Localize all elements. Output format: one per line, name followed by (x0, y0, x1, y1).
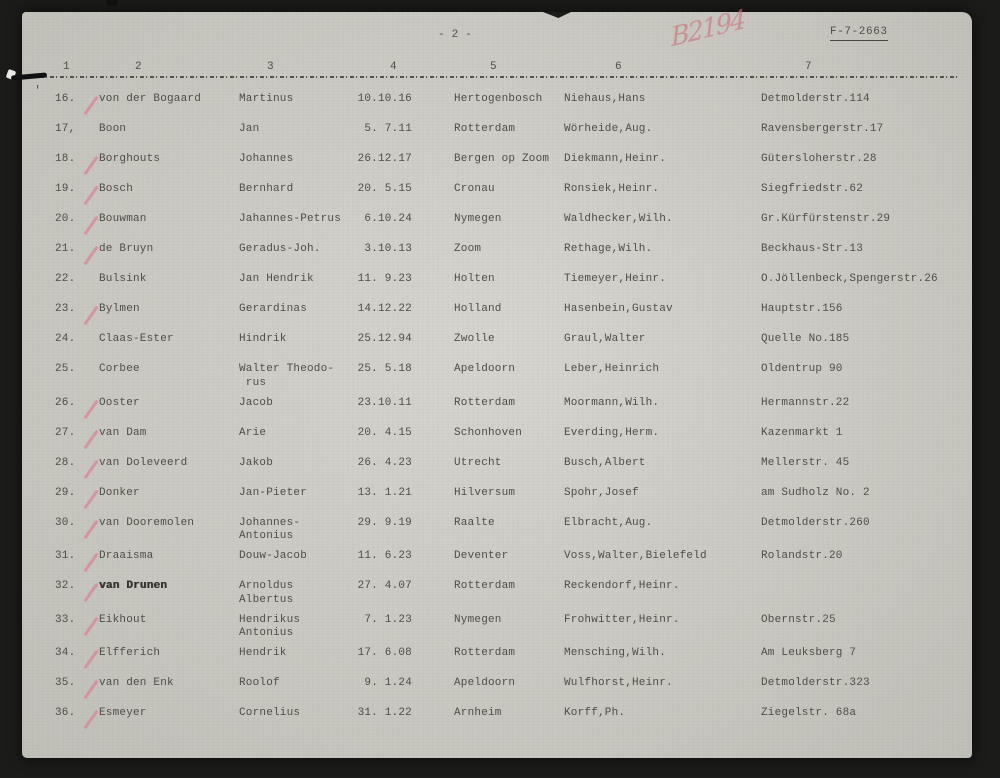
birthdate-cell: 31. 1.22 (357, 707, 412, 719)
employer-cell: Frohwitter,Heinr. (564, 613, 680, 626)
row-number: 36. (55, 707, 76, 719)
surname-cell: Draaisma (99, 550, 154, 562)
table-row (22, 613, 972, 647)
employer-cell: Busch,Albert (564, 456, 646, 469)
address-cell: Kazenmarkt 1 (761, 426, 843, 439)
firstname-cell: Martinus (239, 93, 294, 105)
red-check-mark (83, 650, 98, 670)
row-number: 30. (55, 516, 76, 529)
birthplace-cell: Raalte (454, 516, 495, 529)
address-cell: Gr.Kürfürstenstr.29 (761, 213, 891, 225)
birthplace-cell: Cronau (454, 183, 495, 195)
address-cell: Gütersloherstr.28 (761, 153, 877, 165)
employer-cell: Everding,Herm. (564, 426, 660, 439)
birthplace-cell: Apeldoorn (454, 677, 516, 689)
row-number: 26. (55, 396, 76, 409)
header-rule (40, 76, 960, 78)
employer-cell: Waldhecker,Wilh. (564, 213, 673, 225)
birthdate-cell: 7. 1.23 (364, 613, 412, 626)
table-row (22, 646, 972, 676)
paper-tear (543, 12, 571, 18)
row-number: 22. (55, 273, 76, 285)
employer-cell: Tiemeyer,Heinr. (564, 273, 667, 285)
firstname-cell: Jacob (239, 396, 274, 409)
birthdate-cell: 11. 6.23 (357, 550, 412, 562)
surname-cell: Bosch (99, 183, 134, 195)
employer-cell: Diekmann,Heinr. (564, 153, 667, 165)
birthplace-cell: Deventer (454, 550, 509, 562)
column-header-4: 4 (390, 61, 397, 73)
red-check-mark (83, 429, 98, 449)
row-number: 33. (55, 613, 76, 626)
table-row (22, 486, 972, 516)
birthplace-cell: Schonhoven (454, 426, 523, 439)
birthplace-cell: Holten (454, 273, 495, 285)
surname-cell: van Dooremolen (99, 516, 195, 529)
row-number: 32. (55, 580, 76, 592)
red-check-mark (83, 306, 98, 326)
red-check-mark (83, 616, 98, 636)
address-cell: Mellerstr. 45 (761, 456, 850, 469)
address-cell: Detmolderstr.260 (761, 516, 870, 529)
firstname-cell: Walter Theodo- (239, 363, 335, 375)
employer-cell: Wörheide,Aug. (564, 123, 653, 135)
table-row (22, 92, 972, 122)
surname-cell: Ooster (99, 396, 140, 409)
table-row (22, 302, 972, 332)
red-check-mark (83, 553, 98, 573)
table-row (22, 212, 972, 242)
stray-mark: ' (34, 84, 42, 98)
birthplace-cell: Apeldoorn (454, 363, 516, 375)
red-check-mark (83, 519, 98, 539)
row-number: 34. (55, 647, 76, 659)
address-cell: Beckhaus-Str.13 (761, 243, 864, 255)
birthplace-cell: Holland (454, 303, 502, 315)
reference-number: F-7-2663 (830, 25, 888, 41)
table-body (22, 92, 972, 736)
row-number: 20. (55, 213, 76, 225)
table-row (22, 332, 972, 362)
firstname-cell: Johannes (239, 153, 294, 165)
firstname-cell: Hindrik (239, 333, 287, 345)
employer-cell: Hasenbein,Gustav (564, 303, 673, 315)
birthplace-cell: Zwolle (454, 333, 495, 345)
birthdate-cell: 6.10.24 (364, 213, 412, 225)
address-cell: Oldentrup 90 (761, 363, 843, 375)
red-check-mark (83, 583, 98, 603)
firstname-cell: Cornelius (239, 707, 301, 719)
birthplace-cell: Rotterdam (454, 396, 516, 409)
employer-cell: Reckendorf,Heinr. (564, 580, 680, 592)
surname-cell: von der Bogaard (99, 93, 202, 105)
birthdate-cell: 26. 4.23 (357, 456, 412, 469)
birthdate-cell: 25.12.94 (357, 333, 412, 345)
employer-cell: Mensching,Wilh. (564, 647, 667, 659)
birthdate-cell: 10.10.16 (357, 93, 412, 105)
firstname-cell: Geradus-Joh. (239, 243, 321, 255)
employer-cell: Rethage,Wilh. (564, 243, 653, 255)
table-row (22, 362, 972, 396)
firstname-cell: Bernhard (239, 183, 294, 195)
birthdate-cell: 26.12.17 (357, 153, 412, 165)
surname-cell: van Dam (99, 426, 147, 439)
employer-cell: Wulfhorst,Heinr. (564, 677, 673, 689)
surname-cell: Corbee (99, 363, 140, 375)
birthplace-cell: Nymegen (454, 213, 502, 225)
row-number: 28. (55, 456, 76, 469)
surname-cell: Claas-Ester (99, 333, 174, 345)
red-check-mark (83, 186, 98, 206)
table-row (22, 549, 972, 579)
employer-cell: Graul,Walter (564, 333, 646, 345)
surname-cell: Boon (99, 123, 127, 135)
birthplace-cell: Hilversum (454, 486, 516, 499)
birthdate-cell: 17. 6.08 (357, 647, 412, 659)
row-number: 24. (55, 333, 76, 345)
firstname-cell: Hendrik (239, 647, 287, 659)
employer-cell: Korff,Ph. (564, 707, 626, 719)
handwritten-annotation: B2194 (670, 4, 746, 54)
birthplace-cell: Rotterdam (454, 123, 516, 135)
row-number: 29. (55, 486, 76, 499)
address-cell: Rolandstr.20 (761, 550, 843, 562)
birthdate-cell: 13. 1.21 (357, 486, 412, 499)
birthdate-cell: 29. 9.19 (357, 516, 412, 529)
red-check-mark (83, 156, 98, 176)
address-cell: Siegfriedstr.62 (761, 183, 864, 195)
birthdate-cell: 5. 7.11 (364, 123, 412, 135)
firstname-continuation-cell: Antonius (239, 627, 294, 639)
table-row (22, 152, 972, 182)
firstname-cell: Jan-Pieter (239, 486, 308, 499)
red-check-mark (83, 216, 98, 236)
firstname-continuation-cell: Antonius (239, 530, 294, 542)
table-row (22, 706, 972, 736)
surname-cell: Esmeyer (99, 707, 147, 719)
row-number: 16. (55, 93, 76, 105)
birthdate-cell: 25. 5.18 (357, 363, 412, 375)
address-cell: Hermannstr.22 (761, 396, 850, 409)
surname-cell: van Drunen (99, 580, 168, 592)
row-number: 25. (55, 363, 76, 375)
birthplace-cell: Zoom (454, 243, 482, 255)
surname-cell: Borghouts (99, 153, 161, 165)
page-number: - 2 - (437, 29, 472, 41)
address-cell: Ziegelstr. 68a (761, 707, 857, 719)
table-row (22, 396, 972, 426)
row-number: 21. (55, 243, 76, 255)
row-number: 35. (55, 677, 76, 689)
firstname-continuation-cell: Albertus (239, 593, 294, 606)
firstname-cell: Jahannes-Petrus (239, 213, 342, 225)
table-row (22, 516, 972, 550)
surname-cell: van Doleveerd (99, 456, 188, 469)
birthdate-cell: 23.10.11 (357, 396, 412, 409)
address-cell: Am Leuksberg 7 (761, 647, 857, 659)
employer-cell: Niehaus,Hans (564, 93, 646, 105)
column-header-3: 3 (267, 61, 274, 73)
address-cell: O.Jöllenbeck,Spengerstr.26 (761, 273, 938, 285)
red-check-mark (83, 680, 98, 700)
table-row (22, 272, 972, 302)
row-number: 27. (55, 426, 76, 439)
firstname-cell: Douw-Jacob (239, 550, 308, 562)
birthplace-cell: Bergen op Zoom (454, 153, 550, 165)
address-cell: Detmolderstr.114 (761, 93, 870, 105)
employer-cell: Spohr,Josef (564, 486, 639, 499)
employer-cell: Moormann,Wilh. (564, 396, 660, 409)
table-row (22, 456, 972, 486)
birthplace-cell: Nymegen (454, 613, 502, 626)
red-check-mark (83, 246, 98, 266)
birthdate-cell: 20. 4.15 (357, 426, 412, 439)
firstname-continuation-cell: rus (239, 376, 267, 389)
surname-cell: Donker (99, 486, 140, 499)
address-cell: Ravensbergerstr.17 (761, 123, 884, 135)
column-header-5: 5 (490, 61, 497, 73)
firstname-cell: Jan Hendrik (239, 273, 314, 285)
surname-cell: Bylmen (99, 303, 140, 315)
row-number: 31. (55, 550, 76, 562)
employer-cell: Voss,Walter,Bielefeld (564, 550, 707, 562)
birthdate-cell: 20. 5.15 (357, 183, 412, 195)
address-cell: am Sudholz No. 2 (761, 486, 870, 499)
birthplace-cell: Rotterdam (454, 647, 516, 659)
surname-cell: Bouwman (99, 213, 147, 225)
row-number: 19. (55, 183, 76, 195)
address-cell: Obernstr.25 (761, 613, 836, 626)
table-row (22, 182, 972, 212)
birthplace-cell: Arnheim (454, 707, 502, 719)
row-number: 17, (55, 123, 76, 135)
surname-cell: de Bruyn (99, 243, 154, 255)
surname-cell: Eikhout (99, 613, 147, 626)
red-check-mark (83, 459, 98, 479)
birthplace-cell: Utrecht (454, 456, 502, 469)
table-row (22, 426, 972, 456)
column-header-7: 7 (805, 61, 812, 73)
firstname-cell: Gerardinas (239, 303, 308, 315)
table-row (22, 242, 972, 272)
scan-artifact-top-speck (106, 0, 118, 6)
column-header-6: 6 (615, 61, 622, 73)
employer-cell: Ronsiek,Heinr. (564, 183, 660, 195)
birthdate-cell: 14.12.22 (357, 303, 412, 315)
employer-cell: Elbracht,Aug. (564, 516, 653, 529)
birthdate-cell: 9. 1.24 (364, 677, 412, 689)
surname-cell: Elfferich (99, 647, 161, 659)
document-page (22, 4, 972, 758)
row-number: 23. (55, 303, 76, 315)
birthplace-cell: Rotterdam (454, 580, 516, 592)
birthplace-cell: Hertogenbosch (454, 93, 543, 105)
red-check-mark (83, 489, 98, 509)
firstname-cell: Jakob (239, 456, 274, 469)
column-header-2: 2 (135, 61, 142, 73)
red-check-mark (83, 710, 98, 730)
address-cell: Quelle No.185 (761, 333, 850, 345)
birthdate-cell: 11. 9.23 (357, 273, 412, 285)
birthdate-cell: 27. 4.07 (357, 580, 412, 592)
birthdate-cell: 3.10.13 (364, 243, 412, 255)
red-check-mark (83, 96, 98, 116)
surname-cell: Bulsink (99, 273, 147, 285)
firstname-cell: Hendrikus (239, 613, 301, 626)
surname-cell: van den Enk (99, 677, 174, 689)
firstname-cell: Roolof (239, 677, 280, 689)
table-row (22, 122, 972, 152)
firstname-cell: Jan (239, 123, 260, 135)
firstname-cell: Arnoldus (239, 580, 294, 592)
red-check-mark (83, 399, 98, 419)
firstname-cell: Johannes- (239, 516, 301, 529)
row-number: 18. (55, 153, 76, 165)
address-cell: Detmolderstr.323 (761, 677, 870, 689)
firstname-cell: Arie (239, 426, 267, 439)
table-row (22, 676, 972, 706)
table-row (22, 579, 972, 613)
address-cell: Hauptstr.156 (761, 303, 843, 315)
column-header-1: 1 (63, 61, 70, 73)
employer-cell: Leber,Heinrich (564, 363, 660, 375)
